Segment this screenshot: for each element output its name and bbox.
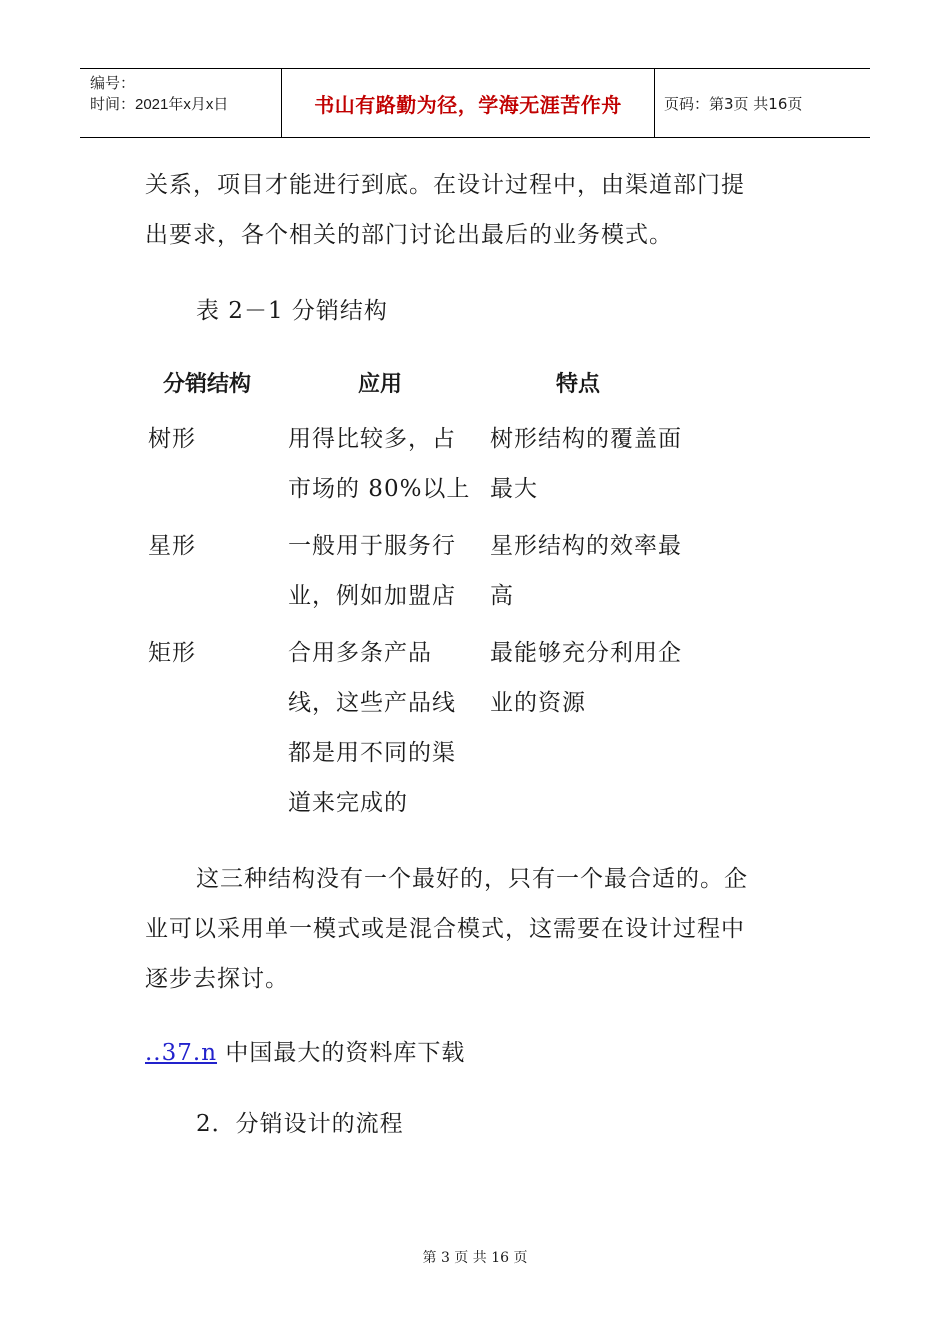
paragraph-line: 这三种结构没有一个最好的，只有一个最合适的。企 [196, 866, 748, 892]
cell-line: 合用多条产品 [288, 640, 432, 666]
download-link[interactable]: ..37.n [145, 1040, 218, 1066]
cell-line: 一般用于服务行 [288, 533, 456, 559]
paragraph-line: 逐步去探讨。 [145, 966, 289, 992]
cell-line: 道来完成的 [288, 790, 408, 816]
cell-line: 高 [490, 583, 514, 609]
header-page-info: 页码：第3页 共16页 [664, 94, 803, 113]
header-meta [80, 69, 280, 137]
table-header-feature: 特点 [556, 372, 601, 397]
table-cell-application [288, 628, 456, 828]
section-heading: 2．分销设计的流程 [196, 1111, 404, 1137]
cell-line: 线，这些产品线 [288, 690, 456, 716]
cell-line: 业，例如加盟店 [288, 583, 456, 609]
table-cell-structure: 星形 [148, 533, 196, 559]
download-link-line [145, 1034, 465, 1067]
paragraph-line: 关系，项目才能进行到底。在设计过程中，由渠道部门提 [145, 172, 745, 198]
paragraph-2 [145, 854, 795, 1004]
table-header-structure: 分销结构 [163, 372, 252, 397]
header-motto-cell [281, 69, 655, 137]
page-header [80, 68, 870, 138]
table-header-application: 应用 [358, 372, 403, 397]
page-footer: 第 3 页 共 16 页 [422, 1250, 528, 1266]
number-label: 编号： [90, 75, 136, 92]
time-label: 时间：2021年x月x日 [90, 96, 229, 113]
cell-line: 最大 [490, 476, 538, 502]
cell-line: 市场的 80%以上 [288, 476, 471, 502]
table-cell-structure: 树形 [148, 426, 196, 452]
cell-line: 业的资源 [490, 690, 586, 716]
table-cell-feature [490, 521, 682, 621]
table-cell-application [288, 414, 470, 514]
link-suffix: 中国最大的资料库下载 [217, 1040, 466, 1066]
cell-line: 星形结构的效率最 [490, 533, 682, 559]
table-cell-application [288, 521, 456, 621]
cell-line: 用得比较多，占 [288, 426, 456, 452]
paragraph-line: 出要求，各个相关的部门讨论出最后的业务模式。 [145, 222, 673, 248]
paragraph-line: 业可以采用单一模式或是混合模式，这需要在设计过程中 [145, 916, 745, 942]
table-caption: 表 2－1 分销结构 [196, 298, 388, 324]
cell-line: 树形结构的覆盖面 [490, 426, 682, 452]
cell-line: 最能够充分利用企 [490, 640, 682, 666]
table-cell-feature [490, 628, 682, 728]
table-cell-structure: 矩形 [148, 640, 196, 666]
table-cell-feature [490, 414, 682, 514]
cell-line: 都是用不同的渠 [288, 740, 456, 766]
header-motto: 书山有路勤为径，学海无涯苦作舟 [314, 92, 622, 117]
paragraph-1 [145, 160, 795, 260]
